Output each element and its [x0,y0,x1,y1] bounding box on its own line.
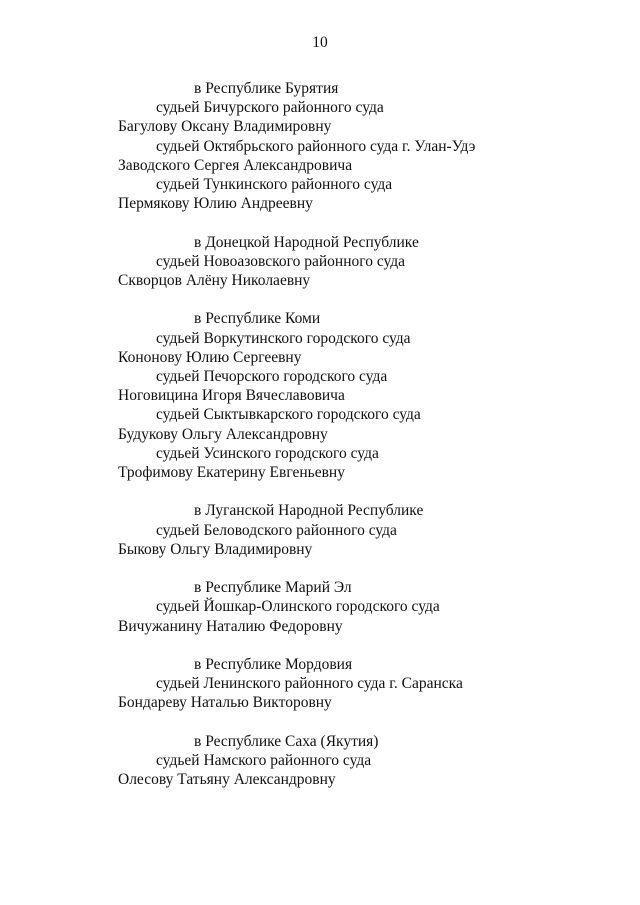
appointee-name: Заводского Сергея Александровича [118,156,353,174]
appointee-name: Трофимову Екатерину Евгеньевну [118,464,345,482]
appointee-name: Быкову Ольгу Владимировну [118,540,313,558]
region-section [118,732,618,790]
court-position: судьей Печорского городского суда [156,368,388,386]
court-position: судьей Октябрьского районного суда г. Улан-Удэ [156,137,476,155]
appointee-name: Кононову Юлию Сергеевну [118,348,302,366]
court-position: судьей Воркутинского городского суда [156,329,411,347]
court-position: судьей Намского районного суда [156,752,372,770]
court-position: судьей Новоазовского районного суда [156,252,406,270]
region-heading: в Республике Саха (Якутия) [194,732,379,750]
region-heading: в Республике Марий Эл [194,579,352,597]
appointments-list [118,79,618,809]
region-heading: в Республике Мордовия [194,656,353,674]
region-heading: в Республике Коми [194,310,321,328]
region-section [118,578,618,636]
court-position: судьей Усинского городского суда [156,444,379,462]
appointee-name: Ноговицина Игоря Вячеславовича [118,387,345,405]
appointee-name: Олесову Татьяну Александровну [118,771,336,789]
region-section [118,501,618,559]
court-position: судьей Беловодского районного суда [156,521,397,539]
region-heading: в Луганской Народной Республике [194,502,424,520]
region-section [118,655,618,713]
region-heading: в Республике Бурятия [194,80,339,97]
appointee-name: Пермякову Юлию Андреевну [118,195,313,213]
appointee-name: Вичужанину Наталию Федоровну [118,617,343,635]
court-position: судьей Бичурского районного суда [156,99,384,117]
appointee-name: Багулову Оксану Владимировну [118,118,332,136]
region-section [118,233,618,291]
court-position: судьей Сыктывкарского городского суда [156,406,421,424]
region-section [118,79,618,213]
region-section [118,309,618,482]
court-position: судьей Тункинского районного суда [156,176,393,194]
appointee-name: Скворцов Алёну Николаевну [118,272,311,290]
appointee-name: Будукову Ольгу Александровну [118,425,328,443]
court-position: судьей Ленинского районного суда г. Саранска [156,675,463,693]
appointee-name: Бондареву Наталью Викторовну [118,694,332,712]
page-number: 10 [312,34,328,51]
region-heading: в Донецкой Народной Республике [194,233,419,251]
court-position: судьей Йошкар-Олинского городского суда [156,598,440,616]
